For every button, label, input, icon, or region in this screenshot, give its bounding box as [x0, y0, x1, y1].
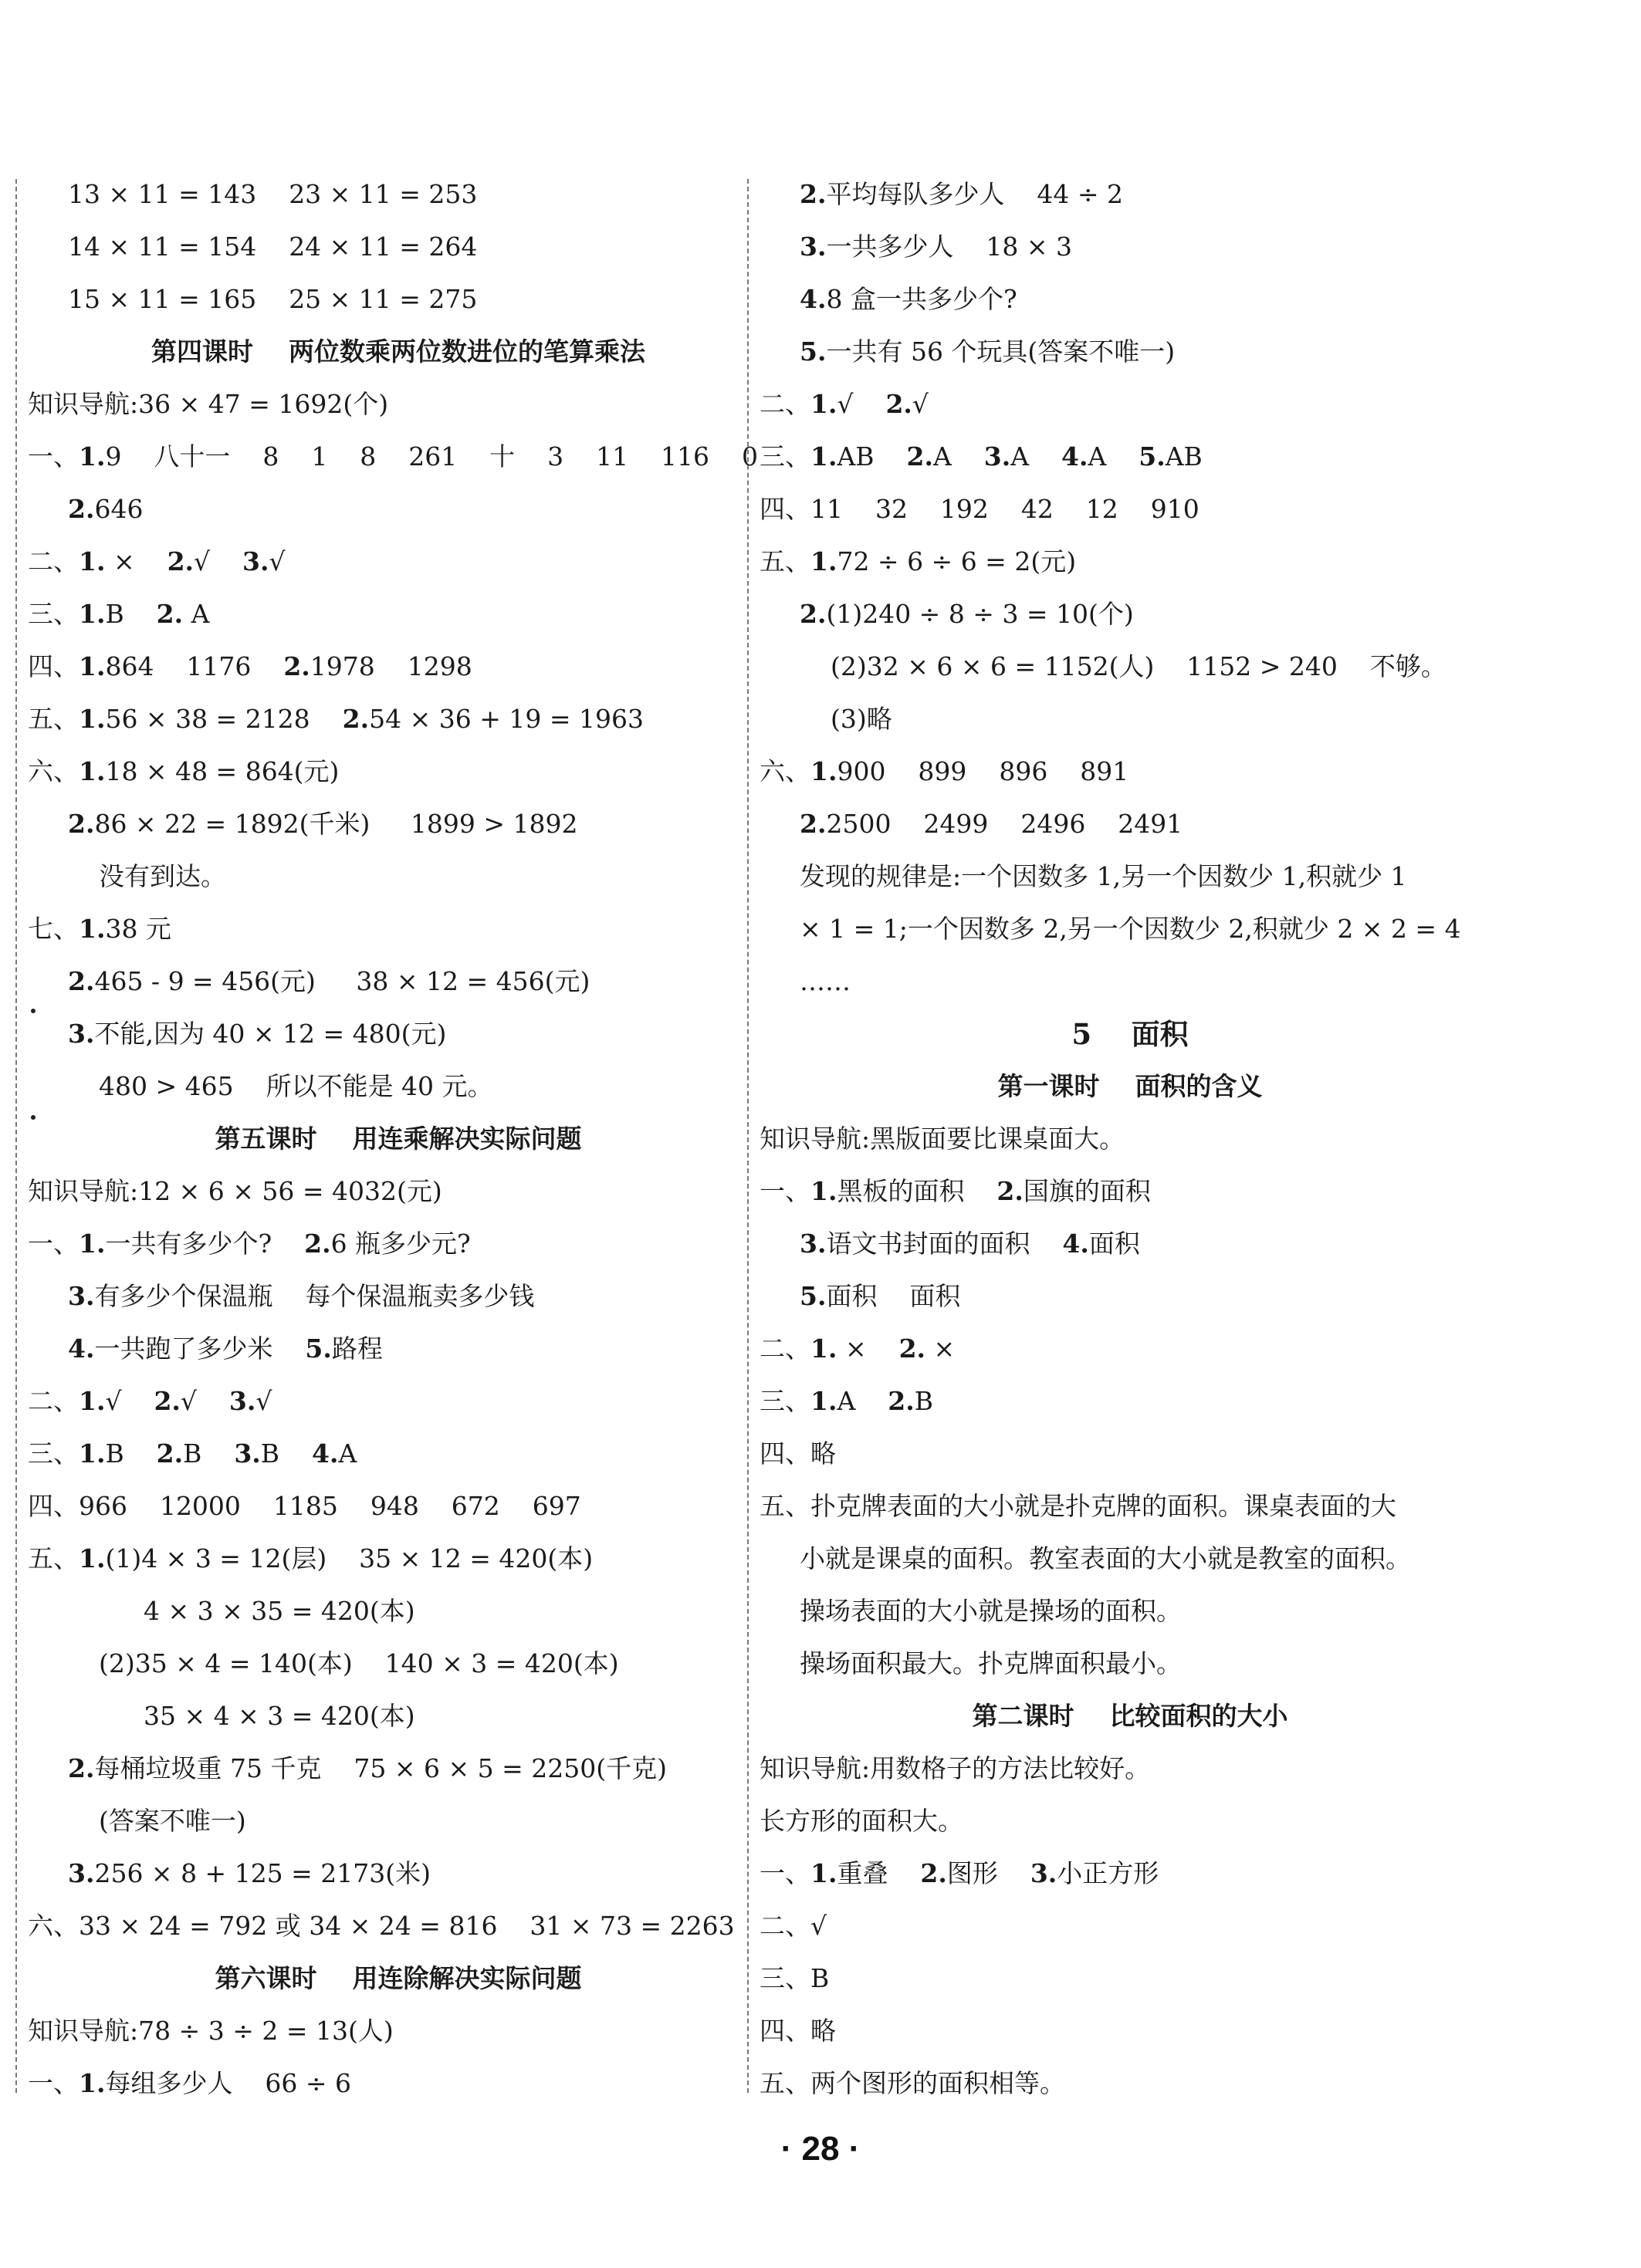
item-number: 3.: [983, 441, 1011, 472]
answer-text: √: [912, 389, 929, 419]
item-number: 5.: [800, 1281, 827, 1311]
answer-line: [28, 1218, 769, 1270]
answer-line: [28, 798, 769, 850]
item-number: 2.: [283, 651, 310, 681]
answer-text: 一、: [28, 2068, 79, 2098]
answer-line: [28, 693, 769, 745]
answer-text: (2)35 × 4 = 140(本) 140 × 3 = 420(本): [99, 1648, 619, 1678]
answer-text: 864 1176: [105, 651, 284, 681]
answer-line: [28, 588, 769, 641]
answer-text: 第一课时 面积的含义: [997, 1071, 1263, 1101]
item-number: 2.: [68, 966, 95, 996]
answer-text: 6 瓶多少元?: [330, 1229, 471, 1259]
answer-line: [28, 903, 769, 955]
answer-line: [28, 1690, 769, 1742]
answer-line: [28, 221, 769, 273]
item-number: 1.: [79, 1543, 106, 1573]
answer-text: 二、: [28, 1386, 79, 1416]
answer-text: √: [105, 1386, 154, 1416]
answer-line: [28, 1585, 769, 1638]
answer-text: 四、11 32 192 42 12 910: [760, 494, 1199, 524]
answer-line: [28, 1533, 769, 1585]
answer-line: [760, 1952, 1501, 2005]
answer-text: 六、: [28, 756, 79, 786]
answer-text: 语文书封面的面积: [826, 1229, 1063, 1259]
item-number: 2.: [800, 179, 827, 209]
left-margin-rule: [15, 179, 17, 2093]
answer-text: 有多少个保温瓶 每个保温瓶卖多少钱: [94, 1281, 535, 1311]
answer-line: [760, 2057, 1501, 2110]
answer-line: [760, 903, 1501, 955]
answer-text: 13 × 11 = 143 23 × 11 = 253: [68, 179, 478, 209]
section-heading: [28, 1113, 769, 1165]
answer-text: 面积: [1088, 1229, 1140, 1259]
answer-text: 38 元: [105, 914, 171, 944]
item-number: 1.: [79, 2068, 106, 2098]
item-number: 1.: [79, 704, 106, 734]
item-number: 2.: [800, 599, 827, 629]
answer-text: 1978 1298: [310, 651, 472, 681]
answer-line: [760, 2005, 1501, 2057]
answer-line: [760, 1638, 1501, 1690]
answer-line: [760, 955, 1501, 1008]
answer-line: [760, 1113, 1501, 1165]
item-number: 1.: [79, 1229, 106, 1259]
answer-text: √: [837, 389, 886, 419]
answer-text: 一共跑了多少米: [94, 1333, 306, 1364]
answer-text: 4 × 3 × 35 = 420(本): [144, 1596, 415, 1626]
answer-text: 知识导航:黑版面要比课桌面大。: [760, 1124, 1125, 1154]
answer-text: 35 × 4 × 3 = 420(本): [144, 1701, 415, 1731]
answer-text: 五、: [28, 1543, 79, 1573]
answer-line: [760, 431, 1501, 483]
answer-text: ……: [800, 966, 851, 996]
item-number: 1.: [810, 441, 837, 472]
answer-text: 四、966 12000 1185 948 672 697: [28, 1491, 581, 1521]
answer-line: [760, 1480, 1501, 1533]
answer-text: 路程: [331, 1333, 383, 1364]
answer-line: [760, 1900, 1501, 1952]
answer-line: [28, 1638, 769, 1690]
answer-text: 8 盒一共多少个?: [826, 284, 1017, 314]
item-number: 1.: [79, 651, 106, 681]
answer-line: [760, 1585, 1501, 1638]
answer-text: 一、: [28, 441, 79, 472]
item-number: 4.: [1061, 441, 1088, 472]
answer-text: 国旗的面积: [1023, 1176, 1151, 1206]
answer-text: 第二课时 比较面积的大小: [972, 1701, 1288, 1731]
answer-text: 54 × 36 + 19 = 1963: [369, 704, 644, 734]
item-number: 3.: [800, 232, 827, 262]
answer-text: 三、B: [760, 1963, 830, 1993]
answer-text: 9 八十一 8 1 8 261 十 3 11 116 0: [105, 441, 758, 472]
answer-line: [760, 798, 1501, 850]
item-number: 1.: [810, 1386, 837, 1416]
item-number: 1.: [810, 546, 837, 576]
answer-text: 二、: [760, 389, 810, 419]
answer-text: √: [269, 546, 286, 576]
answer-line: [760, 1742, 1501, 1795]
answer-text: √: [194, 546, 243, 576]
answer-text: 256 × 8 + 125 = 2173(米): [94, 1858, 431, 1888]
answer-text: 知识导航:36 × 47 = 1692(个): [28, 389, 389, 419]
answer-text: B: [105, 1438, 157, 1469]
section-heading: [28, 1952, 769, 2005]
answer-text: 一、: [28, 1229, 79, 1259]
item-number: 2.: [68, 494, 95, 524]
answer-text: 56 × 38 = 2128: [105, 704, 343, 734]
answer-text: (1)240 ÷ 8 ÷ 3 = 10(个): [826, 599, 1134, 629]
answer-text: 465 - 9 = 456(元) 38 × 12 = 456(元): [94, 966, 590, 996]
answer-line: [760, 1847, 1501, 1900]
answer-text: A: [932, 441, 984, 472]
answer-line: [28, 1008, 769, 1060]
right-column: [760, 168, 1501, 2110]
answer-line: [28, 536, 769, 588]
answer-text: A: [183, 599, 210, 629]
item-number: 2.: [898, 1333, 926, 1364]
answer-text: 五、: [760, 546, 810, 576]
item-number: 1.: [79, 1386, 106, 1416]
left-column: [28, 168, 769, 2110]
answer-text: 三、: [760, 441, 810, 472]
answer-text: 六、33 × 24 = 792 或 34 × 24 = 816 31 × 73 = 2263: [28, 1911, 735, 1941]
answer-line: [760, 221, 1501, 273]
answer-line: [760, 641, 1501, 693]
item-number: 2.: [156, 1438, 184, 1469]
answer-line: [28, 850, 769, 903]
item-number: 2.: [888, 1386, 915, 1416]
item-number: 4.: [312, 1438, 339, 1469]
answer-text: A: [1088, 441, 1139, 472]
item-number: 1.: [79, 441, 106, 472]
answer-text: 黑板的面积: [837, 1176, 997, 1206]
item-number: 1.: [79, 1438, 106, 1469]
item-number: 2.: [920, 1858, 947, 1888]
answer-text: ×: [105, 546, 167, 576]
answer-line: [28, 168, 769, 221]
answer-line: [28, 1900, 769, 1952]
answer-line: [760, 588, 1501, 641]
answer-text: AB: [837, 441, 907, 472]
answer-line: [760, 1323, 1501, 1375]
item-number: 2.: [996, 1176, 1024, 1206]
answer-text: 第四课时 两位数乘两位数进位的笔算乘法: [151, 336, 645, 367]
answer-text: 二、: [28, 546, 79, 576]
answer-text: 四、略: [760, 1438, 836, 1469]
item-number: 1.: [810, 756, 837, 786]
item-number: 2.: [800, 809, 827, 839]
answer-line: [28, 1795, 769, 1847]
answer-text: (1)4 × 3 = 12(层) 35 × 12 = 420(本): [105, 1543, 594, 1573]
item-number: 3.: [242, 546, 269, 576]
answer-text: 二、√: [760, 1911, 827, 1941]
answer-line: [760, 1218, 1501, 1270]
answer-line: [28, 745, 769, 798]
answer-text: 小就是课桌的面积。教室表面的大小就是教室的面积。: [800, 1543, 1411, 1573]
answer-text: 5 面积: [1071, 1017, 1189, 1051]
answer-text: 不能,因为 40 × 12 = 480(元): [94, 1019, 447, 1049]
answer-text: 一、: [760, 1176, 810, 1206]
answer-text: 一、: [760, 1858, 810, 1888]
item-number: 5.: [800, 336, 827, 367]
item-number: 1.: [810, 1176, 837, 1206]
section-heading: [28, 326, 769, 378]
answer-text: 平均每队多少人 44 ÷ 2: [826, 179, 1124, 209]
item-number: 1.: [79, 756, 106, 786]
answer-text: √: [180, 1386, 229, 1416]
answer-text: 86 × 22 = 1892(千米) 1899 > 1892: [94, 809, 578, 839]
answer-text: 每组多少人 66 ÷ 6: [105, 2068, 352, 2098]
answer-text: 一共有 56 个玩具(答案不唯一): [826, 336, 1176, 367]
answer-line: [760, 745, 1501, 798]
answer-line: [760, 693, 1501, 745]
answer-line: [28, 1375, 769, 1428]
answer-line: [760, 326, 1501, 378]
answer-line: [28, 1847, 769, 1900]
item-number: 2.: [154, 1386, 181, 1416]
item-number: 5.: [305, 1333, 332, 1364]
answer-text: ×: [837, 1333, 899, 1364]
answer-text: 知识导航:78 ÷ 3 ÷ 2 = 13(人): [28, 2016, 394, 2046]
answer-text: B: [260, 1438, 313, 1469]
answer-text: B: [914, 1386, 933, 1416]
answer-line: [28, 1428, 769, 1480]
answer-text: B: [105, 599, 157, 629]
section-heading: [760, 1008, 1501, 1060]
answer-line: [28, 431, 769, 483]
answer-line: [28, 1742, 769, 1795]
item-number: 1.: [79, 914, 106, 944]
answer-text: 五、扑克牌表面的大小就是扑克牌的面积。课桌表面的大: [760, 1491, 1396, 1521]
answer-line: [760, 1533, 1501, 1585]
answer-line: [760, 483, 1501, 536]
answer-text: A: [1010, 441, 1061, 472]
answer-text: 72 ÷ 6 ÷ 6 = 2(元): [837, 546, 1077, 576]
answer-text: 480 > 465 所以不能是 40 元。: [99, 1071, 493, 1101]
answer-text: 知识导航:12 × 6 × 56 = 4032(元): [28, 1176, 442, 1206]
item-number: 1.: [79, 546, 106, 576]
answer-text: 18 × 48 = 864(元): [105, 756, 340, 786]
answer-text: 15 × 11 = 165 25 × 11 = 275: [68, 284, 478, 314]
answer-line: [28, 1480, 769, 1533]
item-number: 2.: [342, 704, 370, 734]
answer-text: (答案不唯一): [99, 1806, 246, 1836]
answer-text: 长方形的面积大。: [760, 1806, 963, 1836]
item-number: 2.: [68, 809, 95, 839]
answer-text: 一共多少人 18 × 3: [826, 232, 1073, 262]
answer-line: [760, 378, 1501, 431]
answer-text: AB: [1165, 441, 1203, 472]
item-number: 2.: [167, 546, 195, 576]
item-number: 2.: [906, 441, 933, 472]
answer-text: 五、两个图形的面积相等。: [760, 2068, 1065, 2098]
item-number: 3.: [1030, 1858, 1057, 1888]
answer-line: [28, 378, 769, 431]
item-number: 2.: [885, 389, 912, 419]
item-number: 1.: [79, 599, 106, 629]
answer-text: 900 899 896 891: [837, 756, 1129, 786]
answer-text: √: [255, 1386, 272, 1416]
answer-text: 三、: [28, 599, 79, 629]
answer-line: [28, 1323, 769, 1375]
item-number: 3.: [68, 1858, 95, 1888]
answer-line: [760, 168, 1501, 221]
answer-text: (3)略: [831, 704, 892, 734]
answer-text: × 1 = 1;一个因数多 2,另一个因数少 2,积就少 2 × 2 = 4: [800, 914, 1461, 944]
answer-line: [760, 273, 1501, 326]
answer-text: 发现的规律是:一个因数多 1,另一个因数少 1,积就少 1: [800, 861, 1407, 891]
answer-line: [28, 483, 769, 536]
answer-line: [28, 1060, 769, 1113]
answer-line: [28, 641, 769, 693]
answer-line: [760, 1375, 1501, 1428]
item-number: 3.: [228, 1386, 256, 1416]
answer-text: 四、略: [760, 2016, 836, 2046]
page-number: · 28 ·: [780, 2130, 861, 2168]
answer-line: [760, 1165, 1501, 1218]
answer-line: [28, 2005, 769, 2057]
answer-line: [760, 850, 1501, 903]
answer-text: 五、: [28, 704, 79, 734]
answer-text: B: [183, 1438, 235, 1469]
answer-text: 操场面积最大。扑克牌面积最小。: [800, 1648, 1182, 1678]
answer-text: 操场表面的大小就是操场的面积。: [800, 1596, 1182, 1626]
item-number: 2.: [304, 1229, 331, 1259]
answer-line: [28, 955, 769, 1008]
answer-line: [760, 536, 1501, 588]
answer-line: [28, 1270, 769, 1323]
answer-text: 知识导航:用数格子的方法比较好。: [760, 1753, 1151, 1783]
item-number: 3.: [800, 1229, 827, 1259]
answer-text: 没有到达。: [99, 861, 226, 891]
answer-text: 每桶垃圾重 75 千克 75 × 6 × 5 = 2250(千克): [94, 1753, 667, 1783]
answer-text: (2)32 × 6 × 6 = 1152(人) 1152 > 240 不够。: [831, 651, 1446, 681]
answer-text: 六、: [760, 756, 810, 786]
answer-text: A: [837, 1386, 888, 1416]
answer-text: 646: [94, 494, 144, 524]
item-number: 1.: [810, 389, 837, 419]
item-number: 3.: [68, 1019, 95, 1049]
answer-text: A: [338, 1438, 357, 1469]
item-number: 2.: [156, 599, 184, 629]
answer-line: [28, 1165, 769, 1218]
section-heading: [760, 1690, 1501, 1742]
item-number: 1.: [810, 1333, 837, 1364]
answer-text: 第六课时 用连除解决实际问题: [215, 1963, 582, 1993]
item-number: 3.: [68, 1281, 95, 1311]
answer-text: 三、: [28, 1438, 79, 1469]
answer-line: [28, 2057, 769, 2110]
answer-text: 面积 面积: [826, 1281, 961, 1311]
answer-line: [760, 1270, 1501, 1323]
answer-text: 二、: [760, 1333, 810, 1364]
answer-text: 2500 2499 2496 2491: [826, 809, 1183, 839]
answer-line: [28, 273, 769, 326]
answer-text: 四、: [28, 651, 79, 681]
answer-text: 小正方形: [1057, 1858, 1159, 1888]
answer-text: ×: [925, 1333, 956, 1364]
item-number: 5.: [1139, 441, 1166, 472]
item-number: 4.: [1062, 1229, 1089, 1259]
answer-line: [760, 1428, 1501, 1480]
section-heading: [760, 1060, 1501, 1113]
answer-text: 七、: [28, 914, 79, 944]
item-number: 2.: [68, 1753, 95, 1783]
item-number: 1.: [810, 1858, 837, 1888]
answer-text: 14 × 11 = 154 24 × 11 = 264: [68, 232, 478, 262]
item-number: 3.: [234, 1438, 261, 1469]
answer-text: 一共有多少个?: [105, 1229, 305, 1259]
answer-line: [760, 1795, 1501, 1847]
answer-text: 第五课时 用连乘解决实际问题: [215, 1124, 582, 1154]
item-number: 4.: [68, 1333, 95, 1364]
answer-text: 三、: [760, 1386, 810, 1416]
item-number: 4.: [800, 284, 827, 314]
answer-text: 图形: [946, 1858, 1030, 1888]
answer-text: 重叠: [837, 1858, 921, 1888]
